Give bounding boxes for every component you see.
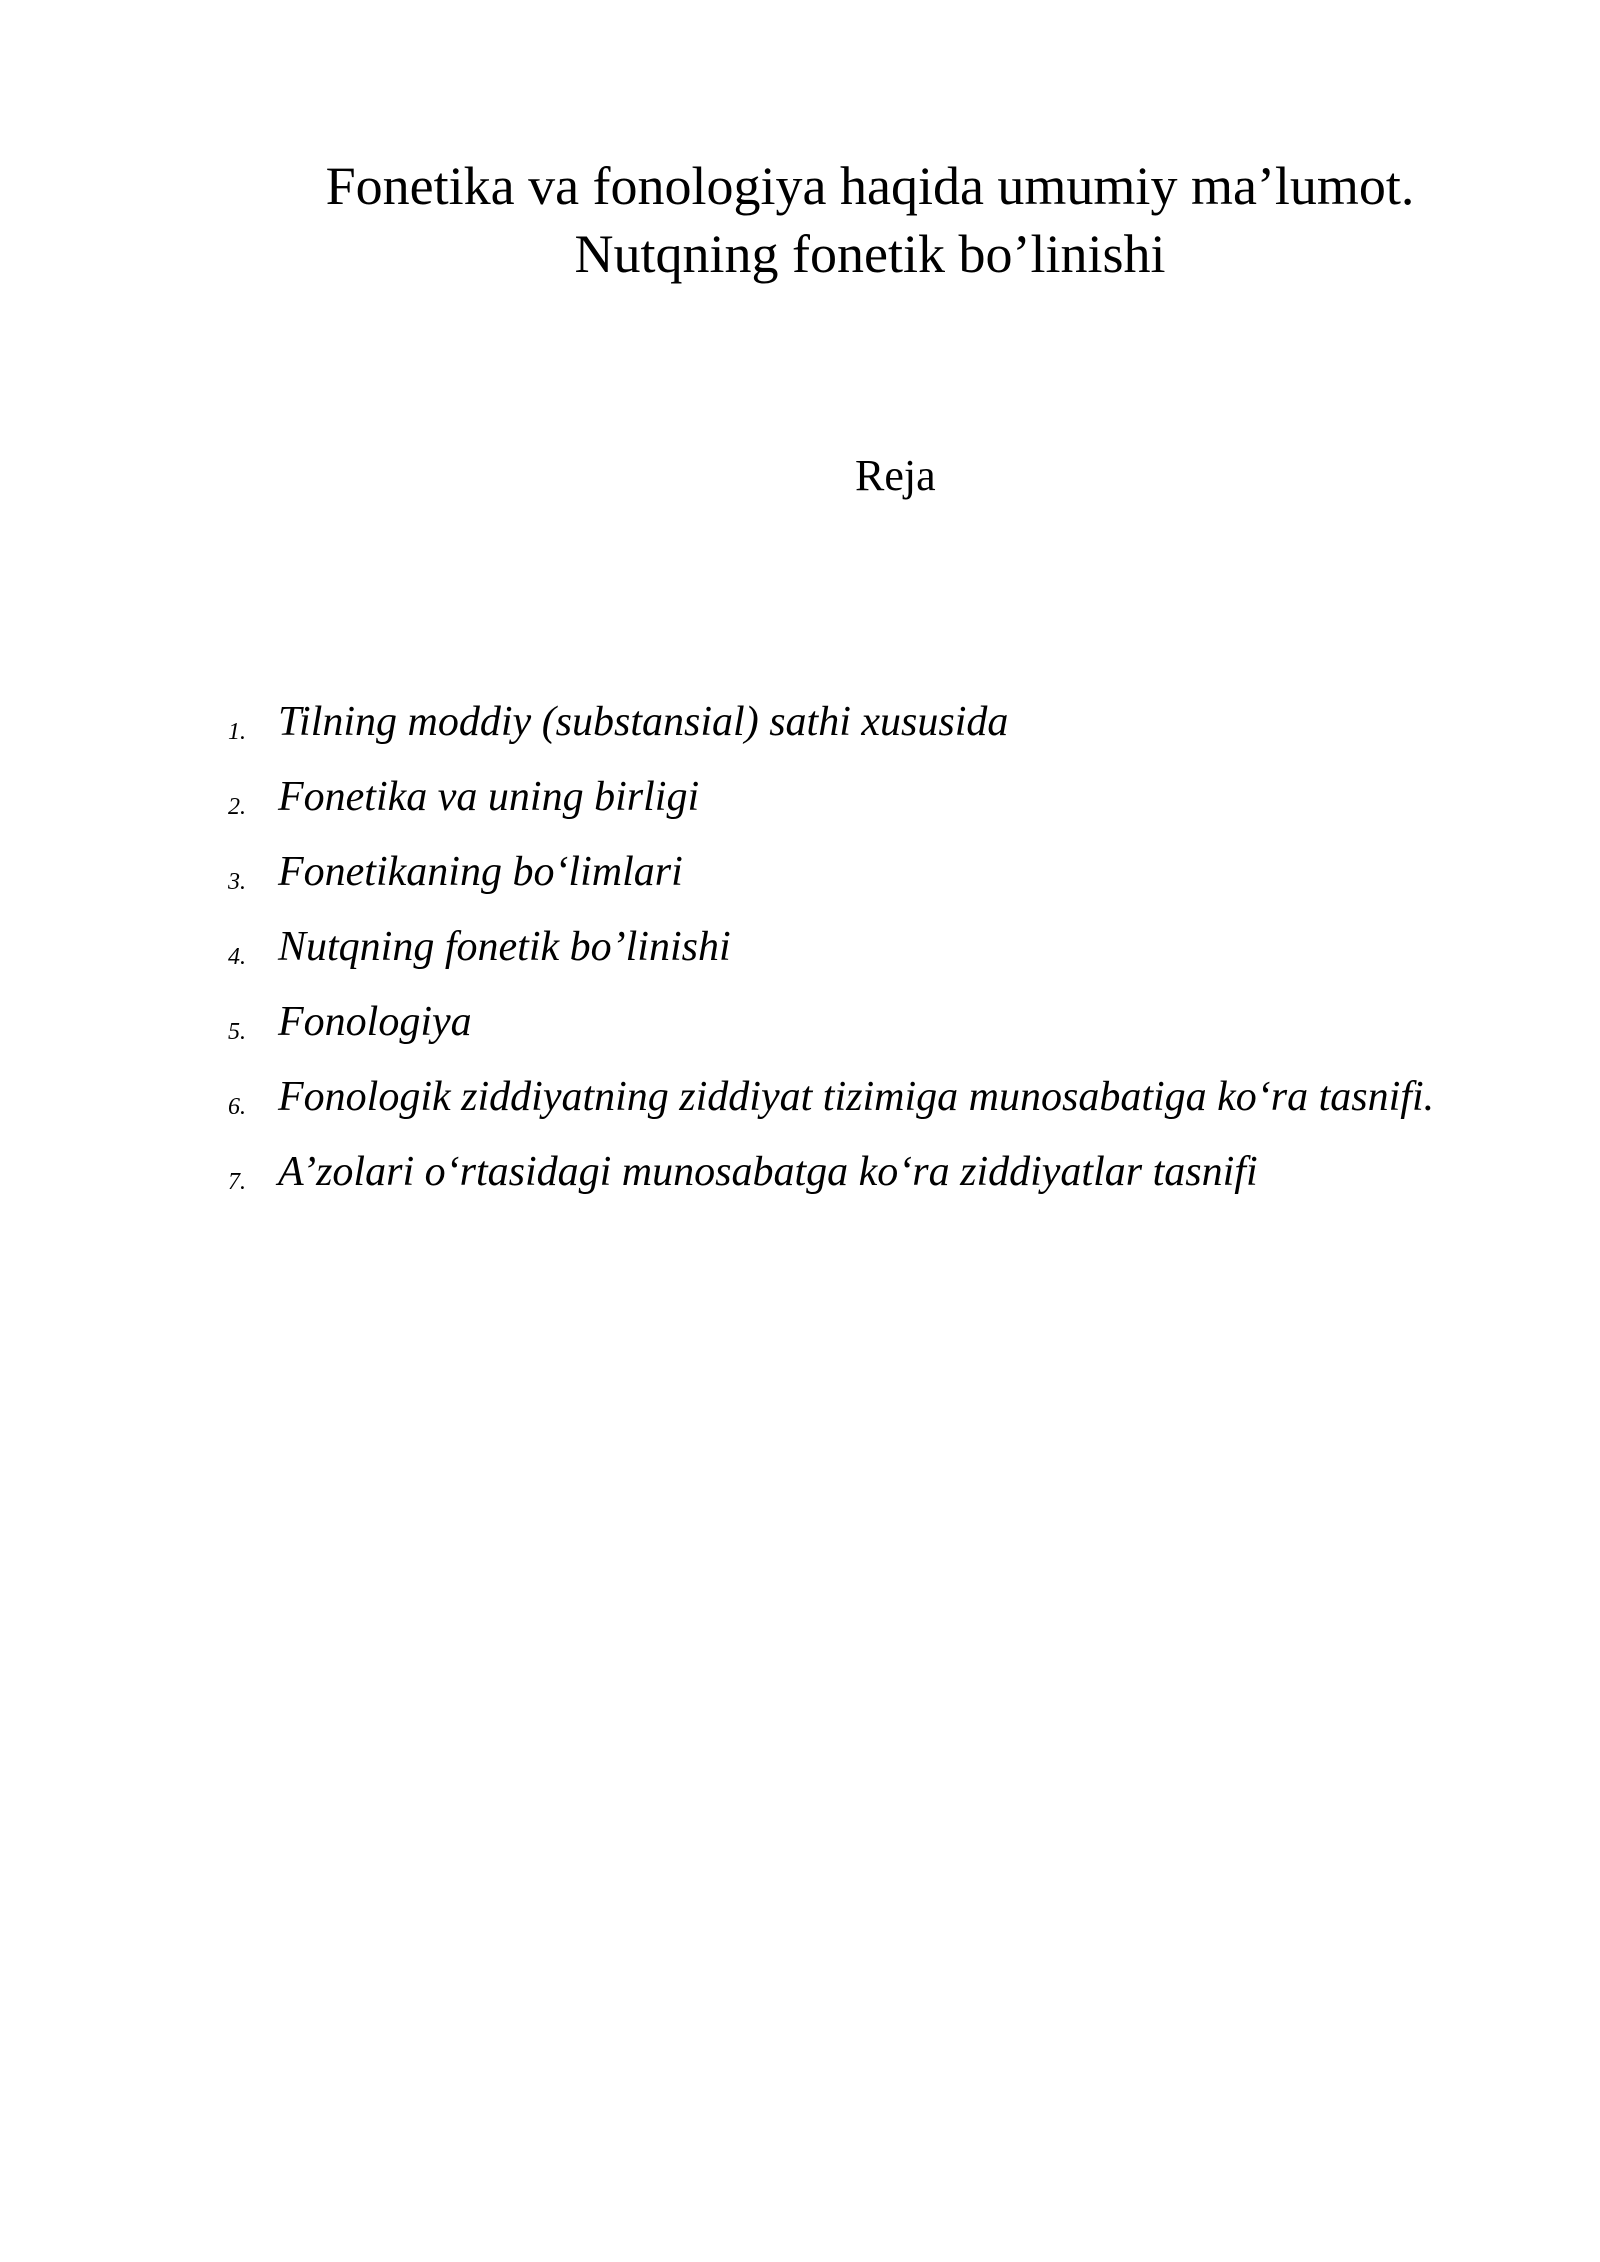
list-item-number: 1. (228, 719, 246, 745)
title-line-1: Fonetika va fonologiya haqida umumiy ma’lumot. (325, 156, 1415, 216)
list-item-number: 6. (228, 1094, 246, 1120)
list-item-number: 7. (228, 1169, 246, 1195)
title-line-2: Nutqning fonetik bo’linishi (574, 224, 1166, 284)
list-item-text: Fonetika va uning birligi (278, 774, 700, 820)
document-title (220, 152, 1520, 288)
list-item-text: Fonologik ziddiyatning ziddiyat tizimiga munosabatiga ko‘ra tasnifi. (278, 1074, 1435, 1120)
list-item-number: 3. (228, 869, 246, 895)
list-item-text: Nutqning fonetik bo’linishi (278, 924, 731, 970)
list-item-text: A’zolari o‘rtasidagi munosabatga ko‘ra ziddiyatlar tasnifi (278, 1149, 1258, 1195)
list-item-text: Fonetikaning bo‘limlari (278, 849, 683, 895)
list-item-text: Fonologiya (278, 999, 472, 1045)
plan-heading: Reja (855, 451, 936, 500)
list-item-number: 5. (228, 1019, 246, 1045)
list-item-number: 2. (228, 794, 246, 820)
list-item-text: Tilning moddiy (substansial) sathi xususida (278, 699, 1009, 745)
list-item-number: 4. (228, 944, 246, 970)
